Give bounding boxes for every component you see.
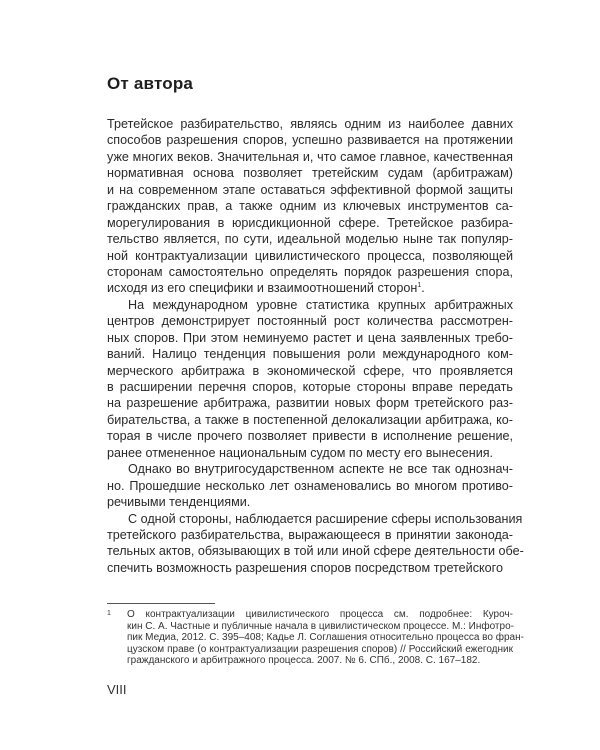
- line-text: третейского разбирательства, выражающееся в принятии законода-: [107, 527, 513, 542]
- body-text: [107, 116, 524, 576]
- line-text: центров демонстрирует постоянный рост количества рассмотрен-: [107, 314, 513, 329]
- line-text: в расширении перечня споров, которые стороны вправе передать: [107, 380, 513, 394]
- line-text: гражданских прав, а также одним из ключевых инструментов са-: [107, 199, 513, 214]
- text-line: [107, 494, 513, 510]
- line-text: но. Прошедшие несколько лет ознаменовались во многом противо-: [107, 478, 513, 493]
- text-line: [107, 149, 513, 165]
- text-line: [107, 248, 513, 264]
- line-text: на разрешение арбитража, развитии новых форм третейского раз-: [107, 396, 513, 411]
- text-line: [107, 313, 513, 329]
- footnote-mark: 1: [107, 610, 111, 617]
- line-text: .: [421, 281, 425, 296]
- line-text: Третейское разбирательство, являясь одним из наиболее давних: [107, 117, 513, 131]
- line-text: С одной стороны, наблюдается расширение сферы использования: [128, 511, 523, 526]
- text-line: [107, 543, 524, 559]
- line-text: морегулирования в юрисдикционной сфере. Третейское разбира-: [107, 215, 513, 230]
- paragraph: [107, 116, 513, 297]
- footnote-line: цузском праве (о контрактуализации разрешения споров) // Российский ежегодник: [127, 643, 513, 655]
- line-text: уже многих веков. Значительная и, что самое главное, качественная: [107, 149, 513, 164]
- footnote-line: гражданского и арбитражного процесса. 2007. № 6. СПб., 2008. С. 167–182.: [127, 655, 481, 667]
- line-text: ваний. Налицо тенденция повышения роли международного ком-: [107, 347, 513, 362]
- line-text: ной контрактуализации цивилистического процесса, позволяющей: [107, 248, 513, 263]
- text-line: [107, 215, 513, 231]
- text-line: [107, 330, 513, 346]
- text-line: [107, 264, 513, 280]
- text-line: [107, 198, 513, 214]
- line-text: На международном уровне статистика крупных арбитражных: [128, 297, 513, 312]
- page-title: От автора: [107, 74, 194, 93]
- paragraph: [107, 511, 524, 577]
- page-number: VIII: [107, 682, 127, 697]
- text-line: [107, 395, 513, 411]
- text-line: [107, 182, 513, 198]
- line-text: способов разрешения споров, успешно развивается на протяжении: [107, 133, 513, 148]
- line-text: бирательства, а также в постепенной делокализации арбитража, ко-: [107, 412, 513, 427]
- text-line: [107, 346, 513, 362]
- footnote-line: О контрактуализации цивилистического процесса см. подробнее: Куроч-: [127, 609, 513, 620]
- paragraph: [107, 297, 513, 461]
- line-text: сторонам самостоятельно определять порядок разрешения спора,: [107, 264, 513, 279]
- text-line: [107, 412, 513, 428]
- text-line: [107, 132, 513, 148]
- text-line: [107, 363, 513, 379]
- text-line: [107, 428, 513, 444]
- text-line: [107, 297, 513, 313]
- line-text: речивыми тенденциями.: [107, 495, 251, 510]
- footnote-line: кин С. А. Частные и публичные начала в цивилистическом процессе. М.: Инфотро-: [127, 620, 514, 632]
- paragraph: [107, 461, 513, 510]
- text-line: [107, 231, 513, 247]
- line-text: тельных актов, обязывающих в той или иной сфере деятельности обе-: [107, 544, 524, 559]
- text-line: [107, 478, 513, 494]
- footnote-divider: [107, 603, 215, 604]
- line-text: нормативная основа позволяет третейским судам (арбитражам): [107, 166, 513, 181]
- line-text: торая в числе прочего позволяет привести в исполнение решение,: [107, 429, 513, 444]
- text-line: [107, 116, 513, 132]
- text-line: [107, 461, 513, 477]
- line-text: ранее отмененное национальным судом по месту его вынесения.: [107, 445, 494, 460]
- footnote-line: пик Медиа, 2012. С. 395–408; Кадье Л. Соглашения относительно процесса во фран-: [127, 632, 524, 644]
- line-text: тельство является, по сути, идеальной моделью ныне так популяр-: [107, 232, 513, 247]
- line-text: ных споров. При этом неминуемо растет и цена заявленных требо-: [107, 330, 513, 345]
- line-text: Однако во внутригосударственном аспекте не все так однознач-: [128, 462, 513, 477]
- text-line: [107, 379, 513, 395]
- text-line: [107, 280, 513, 296]
- text-line: [107, 445, 513, 461]
- text-line: [107, 560, 513, 576]
- footnote-text: [127, 609, 524, 667]
- line-text: мерческого арбитража в экономической сфере, что проявляется: [107, 363, 513, 378]
- text-line: [107, 511, 523, 527]
- footnote-reference[interactable]: 1: [417, 282, 422, 290]
- text-line: [107, 165, 513, 181]
- footnote: [107, 609, 524, 667]
- line-text: спечить возможность разрешения споров посредством третейского: [107, 560, 503, 575]
- line-text: и на современном этапе оставаться эффективной формой защиты: [107, 182, 513, 197]
- line-text: исходя из его специфики и взаимоотношений сторон: [107, 281, 418, 296]
- text-line: [107, 527, 513, 543]
